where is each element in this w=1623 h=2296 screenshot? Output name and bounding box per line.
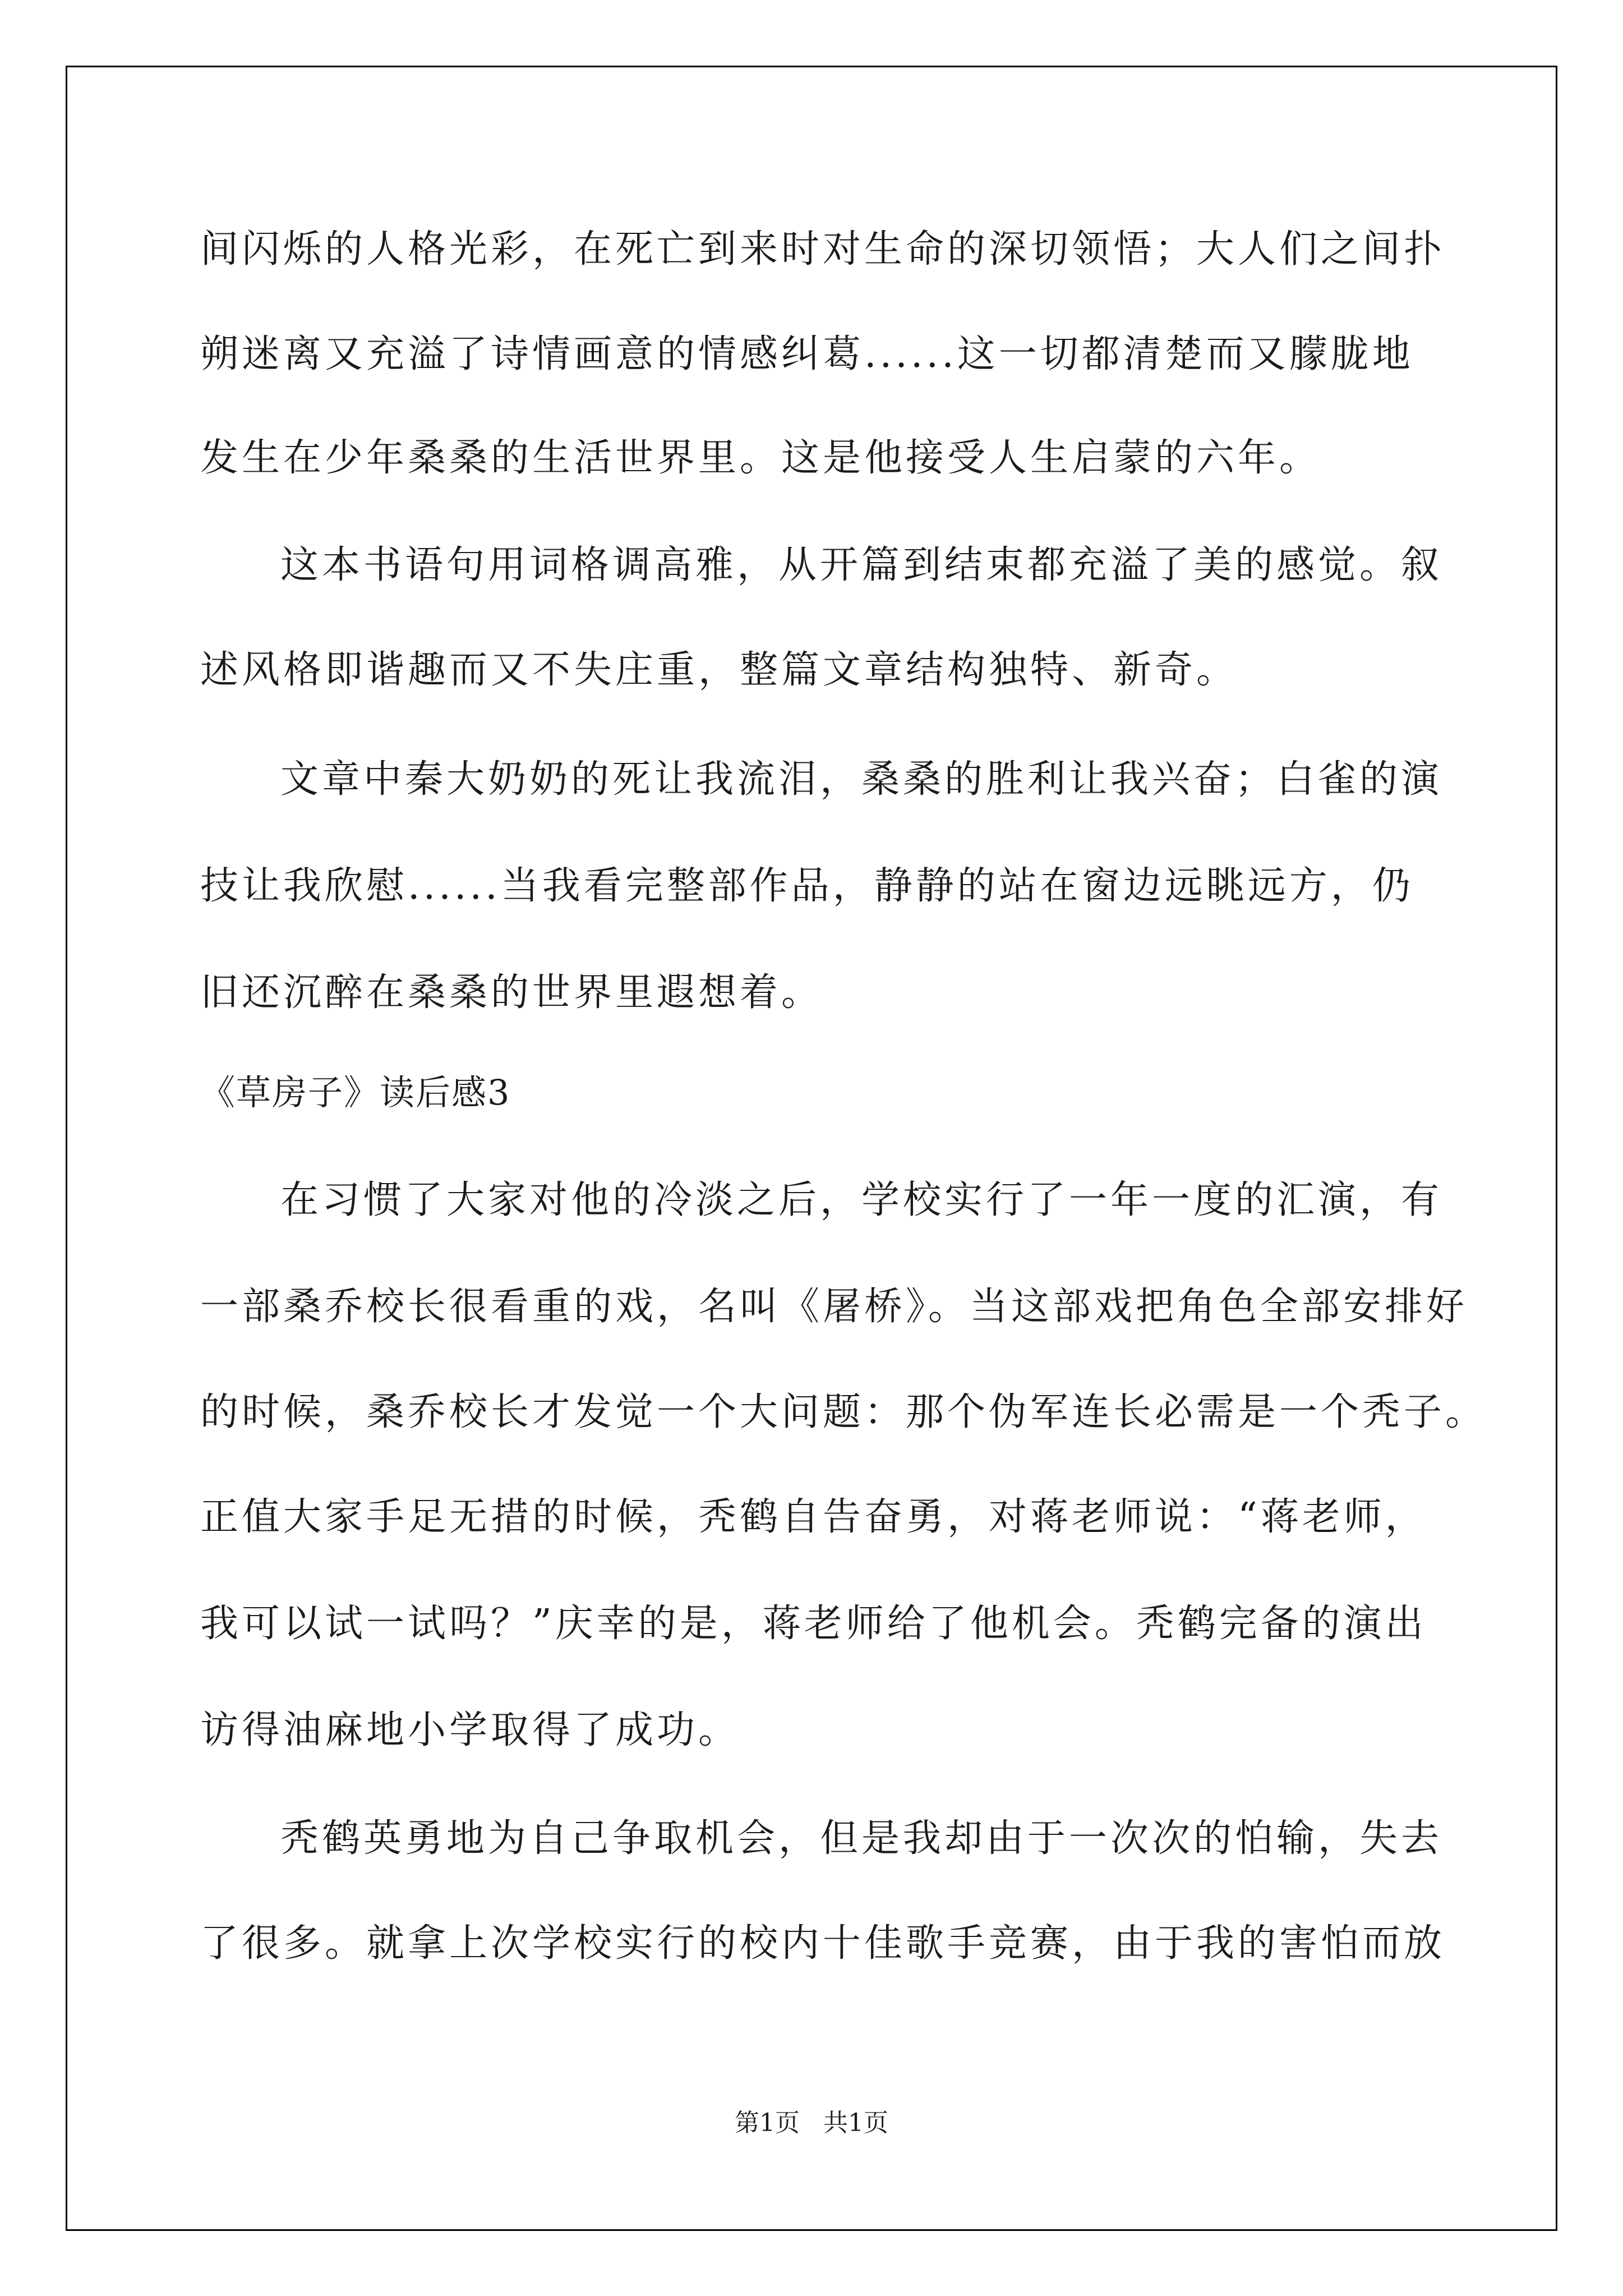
- paragraph-2-line-1: 这本书语句用词格调高雅，从开篇到结束都充溢了美的感觉。叙: [280, 543, 1443, 587]
- text-line-3: 发生在少年桑桑的生活世界里。这是他接受人生启蒙的六年。: [200, 436, 1321, 480]
- page-number-footer: 第1页 共1页: [735, 2109, 888, 2137]
- paragraph-4-line-5: 我可以试一试吗？”庆幸的是，蒋老师给了他机会。秃鹤完备的演出: [200, 1602, 1427, 1646]
- paragraph-4-line-3: 的时候，桑乔校长才发觉一个大问题：那个伪军连长必需是一个秃子。: [200, 1390, 1487, 1434]
- paragraph-2-line-2: 述风格即谐趣而又不失庄重，整篇文章结构独特、新奇。: [200, 648, 1238, 692]
- paragraph-4-line-6: 访得油麻地小学取得了成功。: [200, 1708, 740, 1752]
- paragraph-4-line-4: 正值大家手足无措的时候，秃鹤自告奋勇，对蒋老师说：“蒋老师，: [200, 1495, 1427, 1539]
- section-heading: 《草房子》读后感3: [200, 1072, 511, 1113]
- text-line-2: 朔迷离又充溢了诗情画意的情感纠葛......这一切都清楚而又朦胧地: [200, 332, 1414, 376]
- paragraph-3-line-1: 文章中秦大奶奶的死让我流泪，桑桑的胜利让我兴奋；白雀的演: [280, 757, 1443, 802]
- paragraph-5-line-1: 秃鹤英勇地为自己争取机会，但是我却由于一次次的怕输，失去: [280, 1816, 1443, 1861]
- text-line-1: 间闪烁的人格光彩，在死亡到来时对生命的深切领悟；大人们之间扑: [200, 227, 1446, 272]
- paragraph-4-line-2: 一部桑乔校长很看重的戏，名叫《屠桥》。当这部戏把角色全部安排好: [200, 1285, 1468, 1329]
- paragraph-3-line-2: 技让我欣慰......当我看完整部作品，静静的站在窗边远眺远方，仍: [200, 864, 1414, 908]
- page-border: [66, 66, 1557, 2231]
- paragraph-4-line-1: 在习惯了大家对他的冷淡之后，学校实行了一年一度的汇演，有: [280, 1178, 1443, 1222]
- paragraph-3-line-3: 旧还沉醉在桑桑的世界里遐想着。: [200, 970, 823, 1015]
- paragraph-5-line-2: 了很多。就拿上次学校实行的校内十佳歌手竞赛，由于我的害怕而放: [200, 1921, 1446, 1966]
